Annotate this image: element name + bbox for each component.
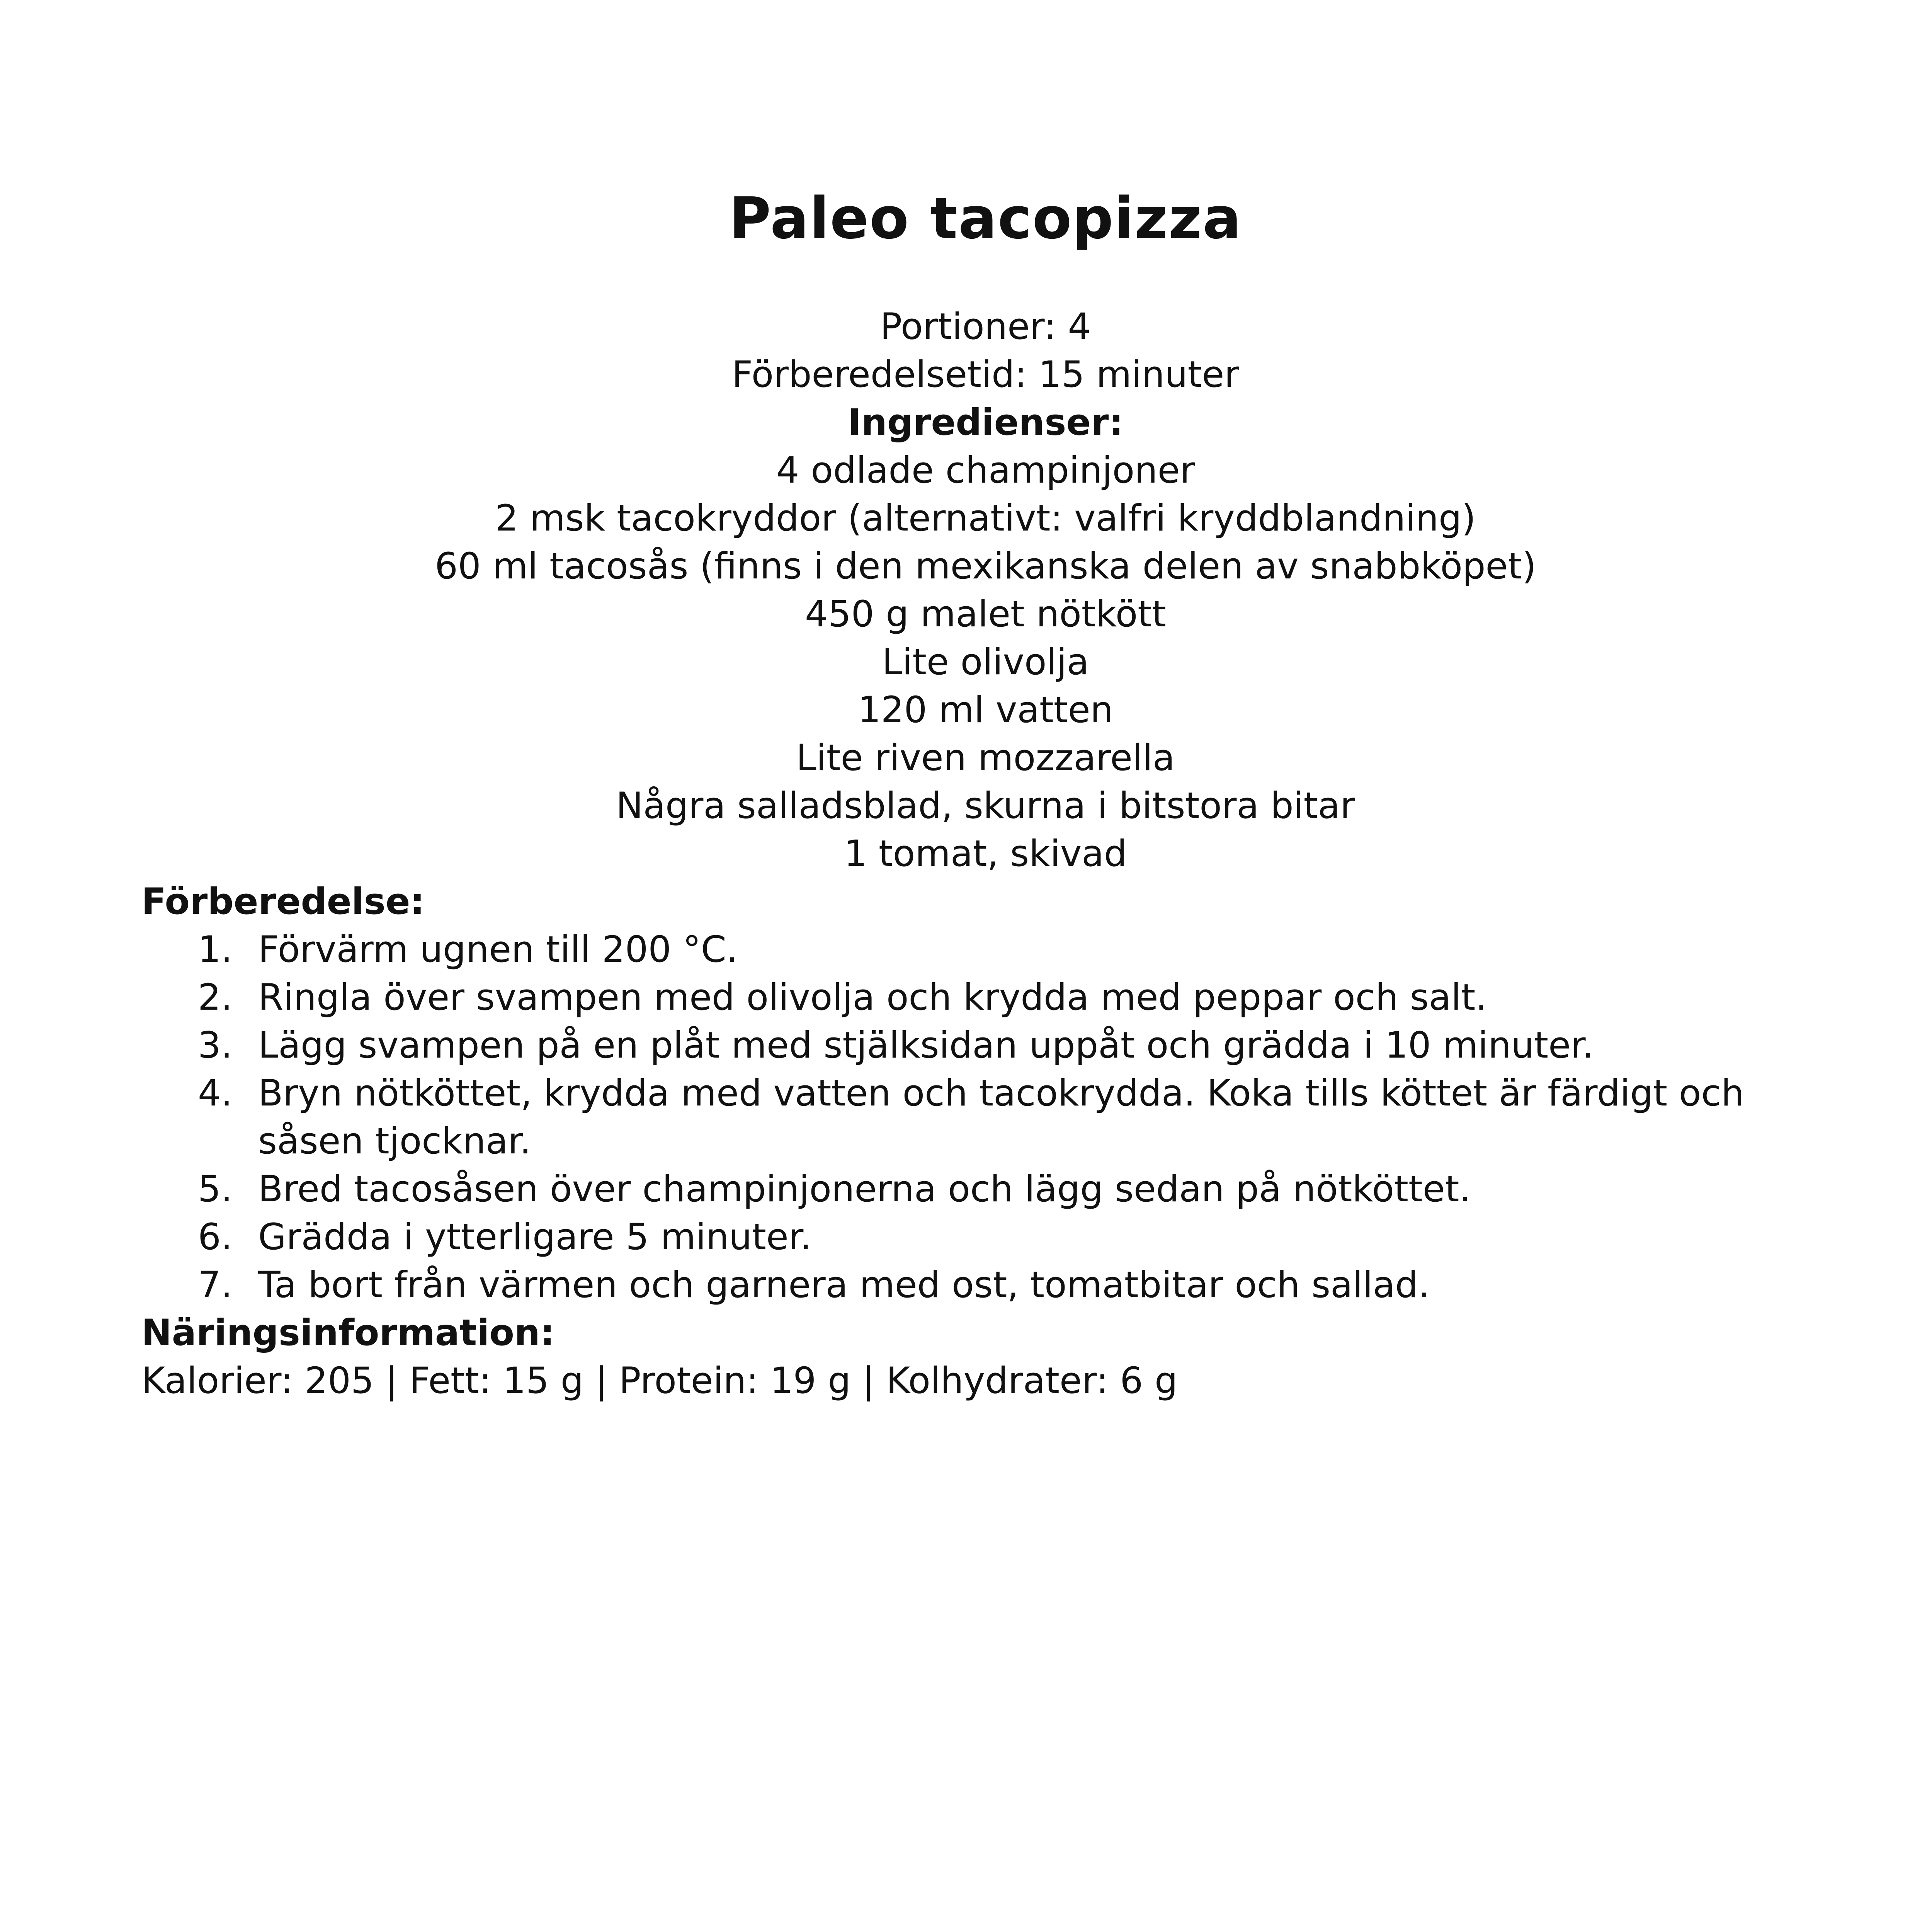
ingredient-item: 1 tomat, skivad [844, 833, 1127, 875]
step-item [141, 1261, 1842, 1309]
step-item [141, 1070, 1842, 1165]
step-text: Bryn nötköttet, krydda med vatten och tacokrydda. Koka tills köttet är färdigt och såsen tjocknar. [258, 1072, 1744, 1162]
ingredients-heading: Ingredienser: [847, 401, 1124, 444]
nutrition-values: Kalorier: 205 | Fett: 15 g | Protein: 19 g | Kolhydrater: 6 g [141, 1360, 1178, 1402]
ingredient-item: Lite riven mozzarella [796, 737, 1175, 779]
prep-time: Förberedelsetid: 15 minuter [731, 354, 1240, 396]
step-number: 5. [198, 1168, 233, 1210]
nutrition-heading: Näringsinformation: [141, 1312, 555, 1354]
ingredient-item: Lite olivolja [882, 641, 1089, 683]
step-number: 3. [198, 1024, 233, 1066]
instructions-section [141, 878, 1842, 1405]
step-item [141, 926, 1842, 974]
recipe-summary [0, 303, 1932, 878]
step-text: Lägg svampen på en plåt med stjälksidan uppåt och grädda i 10 minuter. [258, 1024, 1594, 1066]
preparation-heading: Förberedelse: [141, 881, 425, 923]
step-number: 1. [198, 929, 233, 971]
step-number: 7. [198, 1264, 233, 1306]
ingredients-list [0, 447, 1932, 878]
step-number: 2. [198, 976, 233, 1019]
step-text: Ringla över svampen med olivolja och krydda med peppar och salt. [258, 976, 1487, 1019]
steps-list [141, 926, 1842, 1309]
step-item [141, 1022, 1842, 1070]
step-number: 4. [198, 1072, 233, 1114]
ingredient-item: 2 msk tacokryddor (alternativt: valfri kryddblandning) [495, 497, 1476, 539]
step-text: Bred tacosåsen över champinjonerna och lägg sedan på nötköttet. [258, 1168, 1471, 1210]
ingredient-item: 60 ml tacosås (finns i den mexikanska delen av snabbköpet) [435, 545, 1536, 587]
step-number: 6. [198, 1216, 233, 1258]
step-text: Förvärm ugnen till 200 °C. [258, 929, 738, 971]
ingredient-item: Några salladsblad, skurna i bitstora bitar [616, 785, 1355, 827]
ingredient-item: 4 odlade champinjoner [776, 449, 1195, 492]
step-text: Grädda i ytterligare 5 minuter. [258, 1216, 812, 1258]
step-item [141, 974, 1842, 1022]
step-item [141, 1165, 1842, 1213]
step-item [141, 1213, 1842, 1261]
recipe-title: Paleo tacopizza [729, 185, 1242, 252]
ingredient-item: 450 g malet nötkött [805, 593, 1166, 635]
ingredient-item: 120 ml vatten [857, 689, 1114, 731]
servings: Portioner: 4 [880, 306, 1091, 348]
step-text: Ta bort från värmen och garnera med ost, tomatbitar och sallad. [258, 1264, 1430, 1306]
